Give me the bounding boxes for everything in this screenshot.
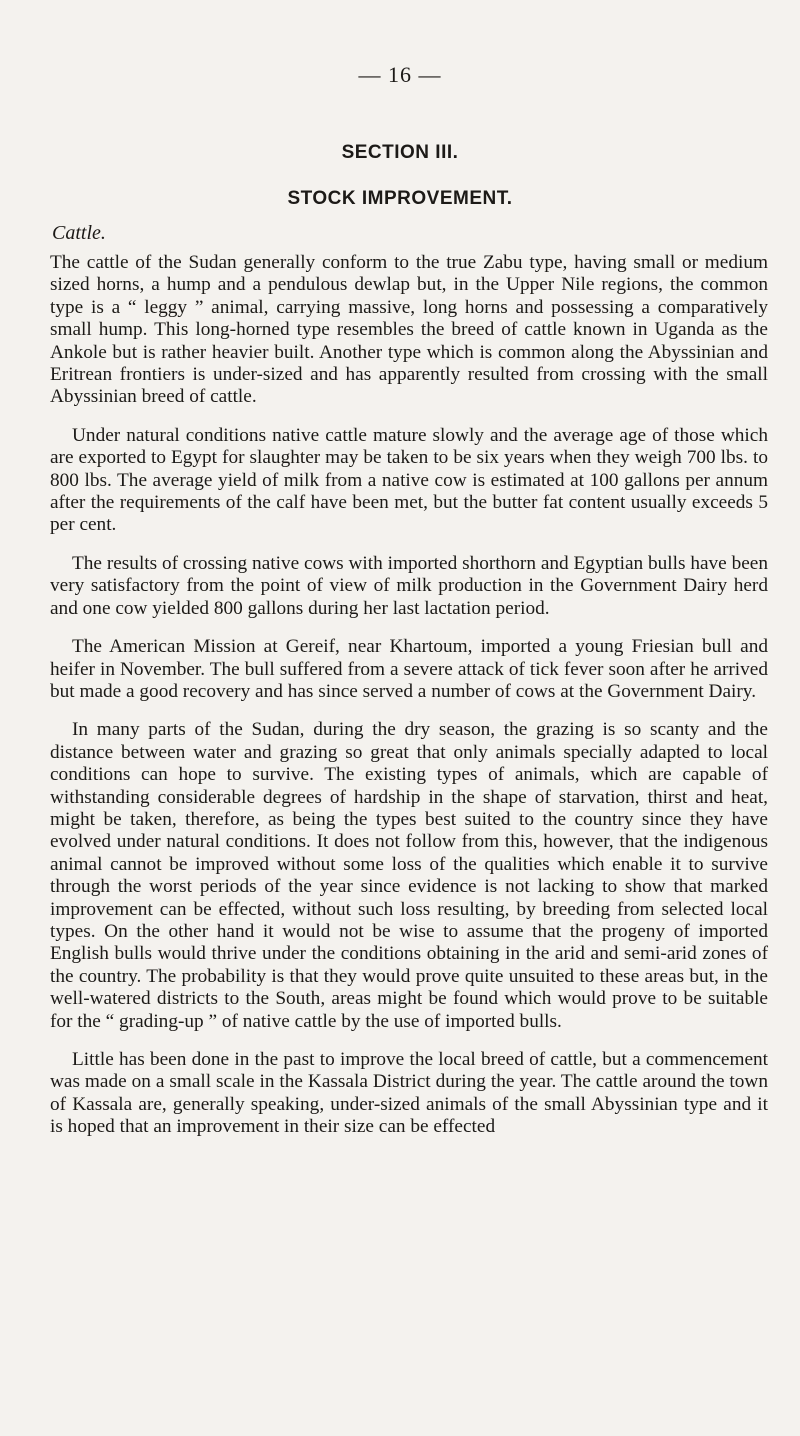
paragraph: The results of crossing native cows with imported shorthorn and Egyptian bulls have been very satisfactory from the point of view of milk production in the Government Dairy herd and one cow yielded 800 gallons during her last lactation period. [50,552,768,619]
paragraph: Under natural conditions native cattle mature slowly and the average age of those which are exported to Egypt for slaughter may be taken to be six years when they weigh 700 lbs. to 800 lbs. The average yield of milk from a native cow is estimated at 100 gallons per annum after the requirements of the calf have been met, but the butter fat content usually exceeds 5 per cent. [50,424,768,536]
page-number: — 16 — [358,62,442,87]
paragraph: Little has been done in the past to improve the local breed of cattle, but a commencement was made on a small scale in the Kassala District during the year. The cattle around the town of Kassala are, generally speaking, under-sized animals of the small Abyssinian type and it is hoped that an improvement in their size can be effected [50,1049,768,1138]
section-heading: SECTION III. [341,142,459,163]
paragraph: The cattle of the Sudan generally conform to the true Zabu type, having small or medium sized horns, a hump and a pendulous dewlap but, in the Upper Nile regions, the common type is a “ leggy ” animal, carrying massive, long horns and possessing a comparatively small hump. This long-horned type resembles the breed of cattle known in Uganda as the Ankole but is rather heavier built. Another type which is common along the Abyssinian and Eritrean frontiers is under-sized and has apparently resulted from crossing with the small Abyssinian breed of cattle. [50,252,768,408]
paragraph: In many parts of the Sudan, during the dry season, the grazing is so scanty and the distance between water and grazing so great that only animals specially adapted to local conditions can hope to survive. The existing types of animals, which are capable of withstanding considerable degrees of hardship in the shape of starvation, thirst and heat, might be taken, therefore, as being the types best suited to the country since they have evolved under natural conditions. It does not follow from this, however, that the indigenous animal cannot be improved without some loss of the qualities which enable it to survive through the worst periods of the year since evidence is not lacking to show that marked improvement can be effected, without such loss resulting, by breeding from selected local types. On the other hand it would not be wise to assume that the progeny of imported English bulls would thrive under the conditions obtaining in the arid and semi-arid zones of the country. The probability is that they would prove quite unsuited to these areas but, in the well-watered districts to the South, areas might be found which would prove to be suitable for the “ grading-up ” of native cattle by the use of imported bulls. [50,719,768,1032]
sub-heading: STOCK IMPROVEMENT. [287,188,513,209]
paragraph: The American Mission at Gereif, near Khartoum, imported a young Friesian bull and heifer in November. The bull suffered from a severe attack of tick fever soon after he arrived but made a good recovery and has since served a number of cows at the Government Dairy. [50,636,768,702]
topic-heading: Cattle. [52,222,106,244]
body-text [50,252,768,1155]
